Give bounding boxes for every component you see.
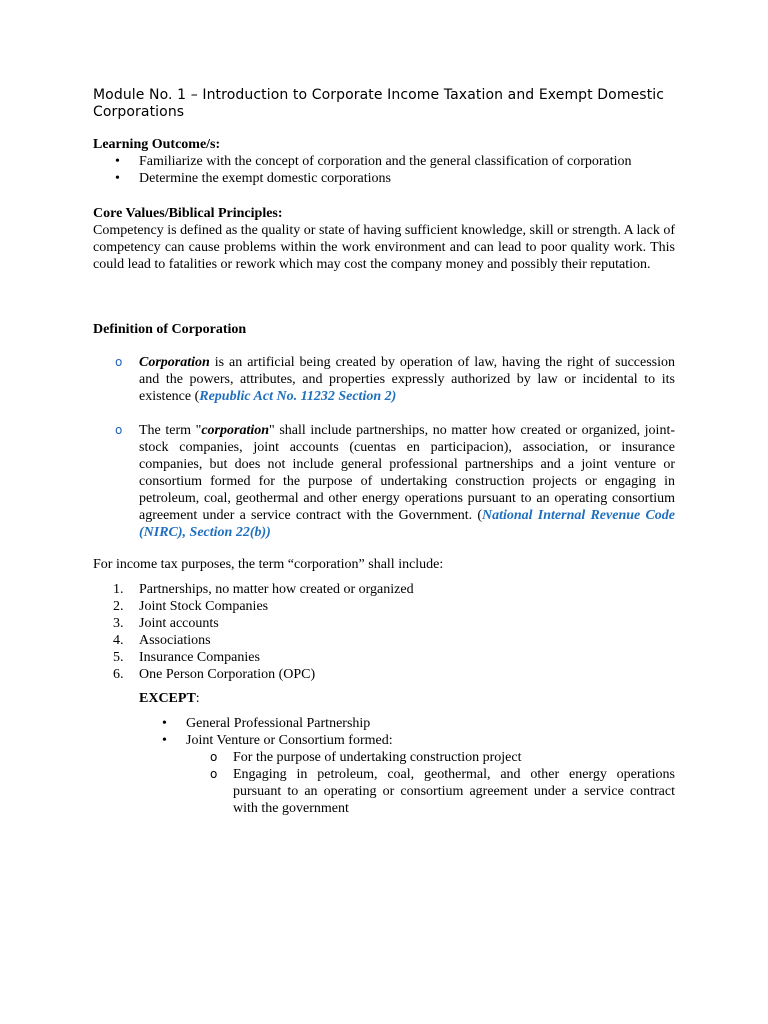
list-item: • General Professional Partnership bbox=[162, 716, 371, 731]
bullet-icon: • bbox=[115, 154, 120, 169]
except-label: EXCEPT: bbox=[139, 691, 200, 706]
learning-outcomes-heading: Learning Outcome/s: bbox=[93, 137, 221, 152]
income-tax-section bbox=[93, 581, 675, 817]
except-list bbox=[93, 715, 675, 749]
consortium-sub-list bbox=[93, 749, 675, 817]
list-item: • Determine the exempt domestic corporations bbox=[115, 171, 391, 186]
list-item: o For the purpose of undertaking construction project bbox=[210, 750, 522, 765]
definition-item-2: o The term "corporation" shall include partnerships, no matter how created or organized, joint-stock companies, joint accounts (cuentas en participacion), association, or insurance companies, but does not include general professional partnerships and a joint venture or consortium formed for the purpose of undertaking construction projects or engaging in petroleum, coal, geothermal and other energy operations pursuant to an operating consortium agreement under a service contract with the Government. (National Internal Revenue Code (NIRC), Section 22(b)) bbox=[115, 423, 675, 540]
list-item: 2. Joint Stock Companies bbox=[113, 599, 269, 614]
list-item: 6. One Person Corporation (OPC) bbox=[113, 667, 316, 682]
list-item: 4. Associations bbox=[113, 633, 211, 648]
list-item: • Joint Venture or Consortium formed: bbox=[162, 733, 393, 748]
reference-link: Republic Act No. 11232 Section 2) bbox=[199, 389, 397, 404]
list-item: o Engaging in petroleum, coal, geothermal, and other energy operations pursuant to an operating or consortium agreement under a service contract with the government bbox=[210, 767, 675, 816]
term-corporation: Corporation bbox=[139, 355, 210, 370]
learning-outcomes-section bbox=[93, 136, 675, 187]
core-values-paragraph: Competency is defined as the quality or state of having sufficient knowledge, skill or strength. A lack of competency can cause problems within the work environment and can lead to poor quality work. This could lead to fatalities or rework which may cost the company money and possibly their reputation. bbox=[93, 223, 675, 272]
bullet-icon: • bbox=[115, 171, 120, 186]
bullet-icon: • bbox=[162, 733, 167, 748]
module-title: Module No. 1 – Introduction to Corporate Income Taxation and Exempt Domestic Corporations bbox=[93, 87, 665, 120]
definition-heading: Definition of Corporation bbox=[93, 322, 247, 337]
definition-item-1: o Corporation is an artificial being created by operation of law, having the right of succession and the powers, attributes, and properties expressly authorized by law or incidental to its existence (Republic Act No. 11232 Section 2) bbox=[115, 355, 675, 404]
list-item: 3. Joint accounts bbox=[113, 616, 219, 631]
list-item: • Familiarize with the concept of corporation and the general classification of corporation bbox=[115, 154, 632, 169]
core-values-heading: Core Values/Biblical Principles: bbox=[93, 206, 283, 221]
circle-bullet-icon: o bbox=[210, 767, 218, 781]
bullet-icon: • bbox=[162, 716, 167, 731]
circle-bullet-icon: o bbox=[115, 423, 123, 437]
list-item: 5. Insurance Companies bbox=[113, 650, 260, 665]
list-item: 1. Partnerships, no matter how created or organized bbox=[113, 582, 414, 597]
corporation-includes-list bbox=[93, 581, 675, 683]
core-values-section bbox=[93, 205, 675, 273]
circle-bullet-icon: o bbox=[115, 355, 123, 369]
learning-outcomes-list bbox=[93, 153, 675, 187]
reference-link: National Internal Revenue Code (NIRC), Section 22(b) bbox=[139, 508, 675, 540]
term-corporation: corporation bbox=[201, 423, 270, 438]
income-tax-intro: For income tax purposes, the term “corporation” shall include: bbox=[93, 557, 444, 572]
circle-bullet-icon: o bbox=[210, 750, 218, 764]
